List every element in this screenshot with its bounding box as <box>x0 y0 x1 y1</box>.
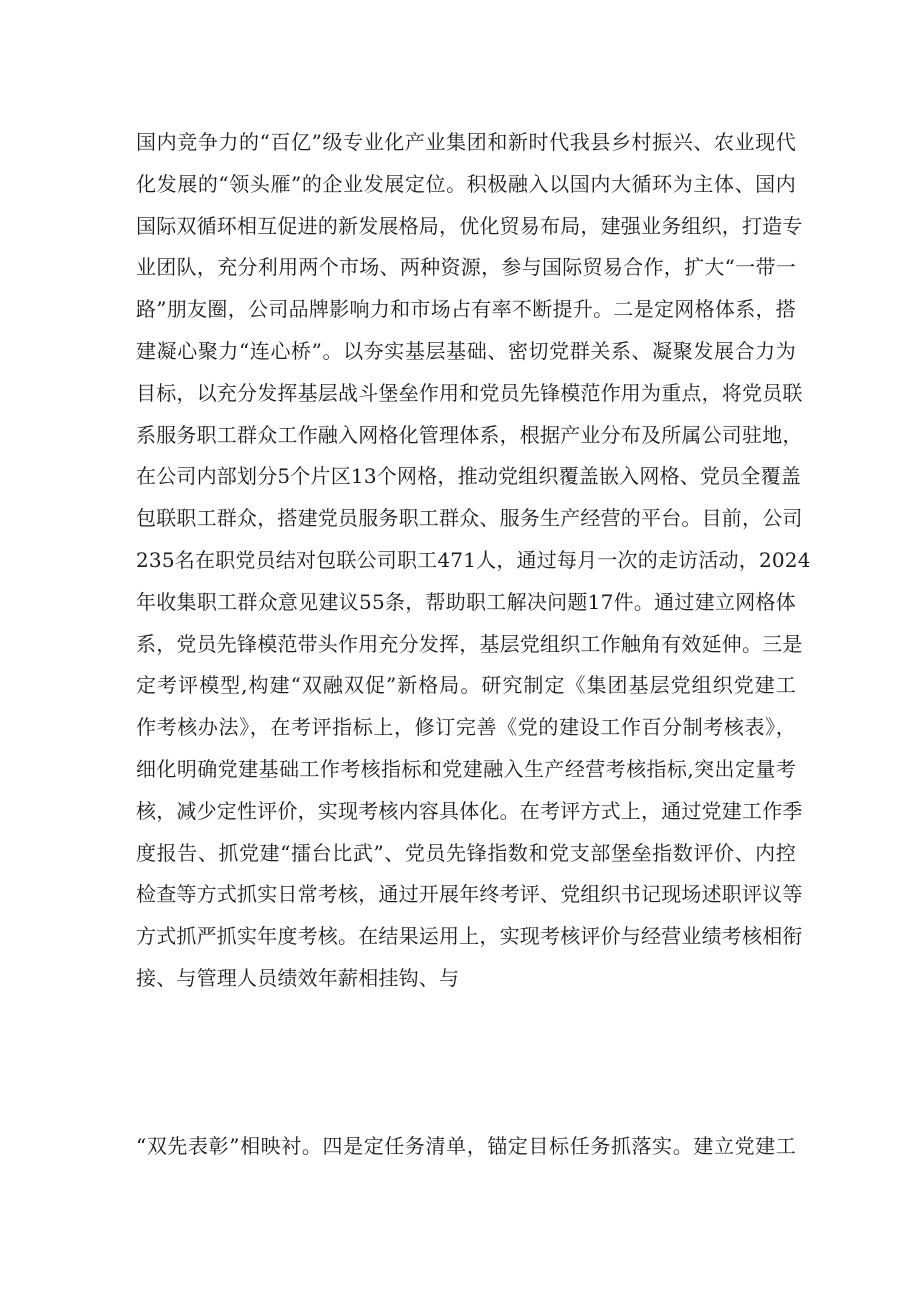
text-line: 235名在职党员结对包联公司职工471人，通过每月一次的走访活动，2024 <box>136 547 811 572</box>
body-paragraph <box>136 122 811 1000</box>
text-line: 系服务职工群众工作融入网格化管理体系，根据产业分布及所属公司驻地， <box>136 422 803 447</box>
text-line: 度报告、抓党建“擂台比武”、党员先锋指数和党支部堡垒指数评价、内控 <box>136 840 796 865</box>
text-line: 定考评模型,构建“双融双促”新格局。研究制定《集团基层党组织党建工 <box>136 673 796 698</box>
text-line: 国际双循环相互促进的新发展格局，优化贸易布局，建强业务组织，打造专 <box>136 213 803 238</box>
text-line: “双先表彰”相映衬。四是定任务清单，锚定目标任务抓落实。建立党建工 <box>136 1134 796 1158</box>
text-line: 年收集职工群众意见建议55条，帮助职工解决问题17件。通过建立网格体 <box>136 589 796 614</box>
text-line: 接、与管理人员绩效年薪相挂钩、与 <box>136 965 460 990</box>
text-line: 国内竞争力的“百亿”级专业化产业集团和新时代我县乡村振兴、农业现代 <box>136 130 796 154</box>
body-paragraph <box>136 1126 796 1168</box>
text-line: 化发展的“领头雁”的企业发展定位。积极融入以国内大循环为主体、国内 <box>136 171 796 196</box>
text-line: 作考核办法》，在考评指标上，修订完善《党的建设工作百分制考核表》， <box>136 715 796 740</box>
text-line: 在公司内部划分5个片区13个网格，推动党组织覆盖嵌入网格、党员全覆盖 <box>136 464 801 489</box>
text-line: 路”朋友圈，公司品牌影响力和市场占有率不断提升。二是定网格体系，搭 <box>136 297 796 322</box>
text-line: 检查等方式抓实日常考核，通过开展年终考评、党组织书记现场述职评议等 <box>136 882 803 907</box>
text-line: 目标，以充分发挥基层战斗堡垒作用和党员先锋模范作用为重点，将党员联 <box>136 380 803 405</box>
text-line: 方式抓严抓实年度考核。在结果运用上，实现考核评价与经营业绩考核相衔 <box>136 924 803 949</box>
text-line: 系，党员先锋模范带头作用充分发挥，基层党组织工作触角有效延伸。三是 <box>136 631 803 656</box>
text-line: 核，减少定性评价，实现考核内容具体化。在考评方式上，通过党建工作季 <box>136 798 803 823</box>
text-line: 细化明确党建基础工作考核指标和党建融入生产经营考核指标,突出定量考 <box>136 756 796 781</box>
text-line: 包联职工群众，搭建党员服务职工群众、服务生产经营的平台。目前，公司 <box>136 506 803 531</box>
text-line: 业团队，充分利用两个市场、两种资源，参与国际贸易合作，扩大“一带一 <box>136 255 796 280</box>
text-line: 建凝心聚力“连心桥”。以夯实基层基础、密切党群关系、凝聚发展合力为 <box>136 338 796 363</box>
